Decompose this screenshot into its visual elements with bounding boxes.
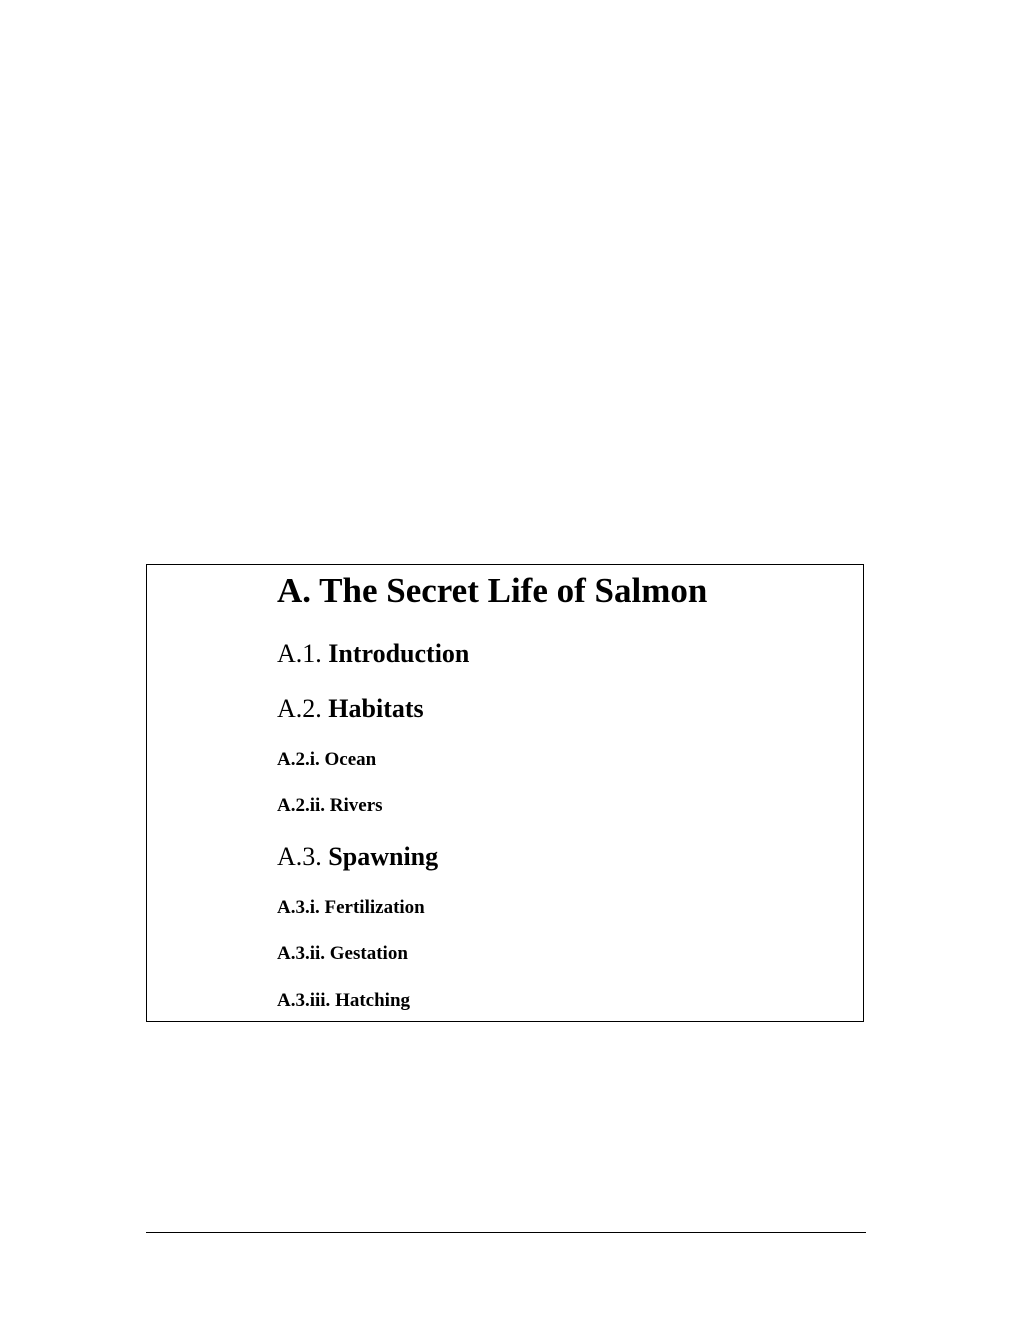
subsection-title: Gestation xyxy=(329,943,408,964)
subsection-number: A.3.i. xyxy=(277,897,320,918)
subsection-heading-rivers xyxy=(277,796,383,815)
subsection-heading-hatching xyxy=(277,991,410,1010)
section-title: Habitats xyxy=(328,694,424,723)
main-heading-text: A. The Secret Life of Salmon xyxy=(277,571,708,610)
subsection-title: Fertilization xyxy=(324,897,425,918)
subsection-heading-fertilization xyxy=(277,898,425,917)
section-title: Spawning xyxy=(328,842,439,871)
section-number: A.1. xyxy=(277,639,322,668)
section-heading-habitats xyxy=(277,696,424,722)
heading-outline-box xyxy=(146,564,864,1022)
subsection-number: A.2.i. xyxy=(277,749,320,770)
section-number: A.3. xyxy=(277,842,322,871)
subsection-heading-gestation xyxy=(277,944,408,963)
subsection-title: Rivers xyxy=(329,795,383,816)
subsection-number: A.3.iii. xyxy=(277,990,331,1011)
footer-divider xyxy=(146,1232,866,1233)
section-heading-spawning xyxy=(277,844,438,870)
main-heading xyxy=(277,573,707,608)
subsection-number: A.2.ii. xyxy=(277,795,326,816)
subsection-title: Ocean xyxy=(324,749,377,770)
section-heading-introduction xyxy=(277,641,469,667)
section-number: A.2. xyxy=(277,694,322,723)
section-title: Introduction xyxy=(328,639,470,668)
subsection-title: Hatching xyxy=(335,990,411,1011)
subsection-number: A.3.ii. xyxy=(277,943,326,964)
subsection-heading-ocean xyxy=(277,750,376,769)
